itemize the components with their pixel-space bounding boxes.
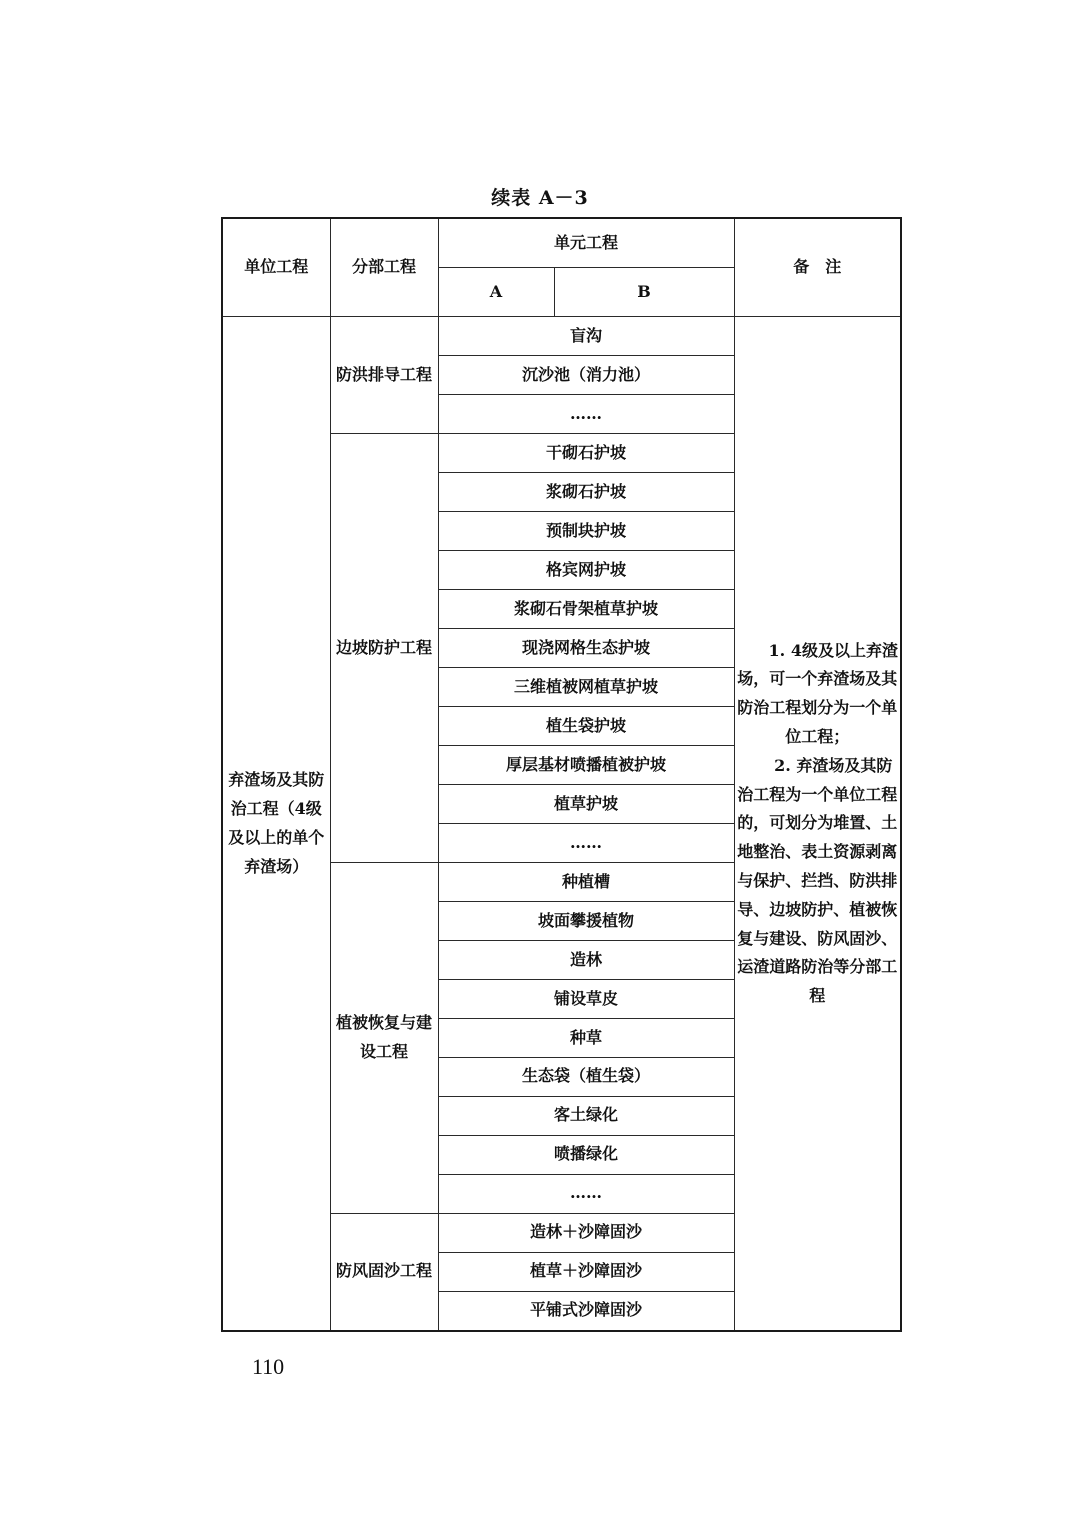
element-project-cell: …… [438, 824, 734, 863]
element-project-cell: 厚层基材喷播植被护坡 [438, 746, 734, 785]
element-project-cell: 生态袋（植生袋） [438, 1057, 734, 1096]
header-remarks: 备 注 [734, 218, 901, 317]
header-division-project: 分部工程 [330, 218, 438, 317]
division-project-cell: 防风固沙工程 [330, 1213, 438, 1331]
element-project-cell: 预制块护坡 [438, 512, 734, 551]
element-project-cell: 干砌石护坡 [438, 434, 734, 473]
remark-note: 1. 4级及以上弃渣场，可一个弃渣场及其防治工程划分为一个单位工程； [737, 640, 898, 746]
table-caption: 续表 A－3 [491, 187, 589, 209]
element-project-cell: 造林＋沙障固沙 [438, 1213, 734, 1252]
element-project-cell: …… [438, 395, 734, 434]
element-project-cell: 植生袋护坡 [438, 707, 734, 746]
header-col-b: B [554, 268, 734, 317]
division-project-cell: 边坡防护工程 [330, 434, 438, 863]
element-project-cell: 种草 [438, 1018, 734, 1057]
element-project-cell: 浆砌石护坡 [438, 473, 734, 512]
page-number: 110 [252, 1354, 285, 1379]
element-project-cell: 三维植被网植草护坡 [438, 668, 734, 707]
element-project-cell: 铺设草皮 [438, 979, 734, 1018]
element-project-cell: 平铺式沙障固沙 [438, 1291, 734, 1331]
element-project-cell: 造林 [438, 940, 734, 979]
element-project-cell: …… [438, 1174, 734, 1213]
element-project-cell: 植草护坡 [438, 785, 734, 824]
header-element-project: 单元工程 [438, 218, 734, 268]
table-row [222, 317, 901, 356]
element-project-cell: 植草＋沙障固沙 [438, 1252, 734, 1291]
element-project-cell: 种植槽 [438, 863, 734, 902]
remark-note: 2. 弃渣场及其防治工程为一个单位工程的，可划分为堆置、土地整治、表土资源剥离与保护、拦挡、防洪排导、边坡防护、植被恢复与建设、防风固沙、运渣道路防治等分部工程 [737, 755, 898, 1006]
unit-project-cell: 弃渣场及其防治工程（4级及以上的单个弃渣场） [222, 317, 330, 1331]
element-project-cell: 喷播绿化 [438, 1135, 734, 1174]
element-project-cell: 格宾网护坡 [438, 551, 734, 590]
element-project-cell: 沉沙池（消力池） [438, 356, 734, 395]
element-project-cell: 浆砌石骨架植草护坡 [438, 590, 734, 629]
division-project-cell: 防洪排导工程 [330, 317, 438, 434]
header-unit-project: 单位工程 [222, 218, 330, 317]
element-project-cell: 现浇网格生态护坡 [438, 629, 734, 668]
header-col-a: A [438, 268, 554, 317]
element-project-cell: 坡面攀援植物 [438, 902, 734, 941]
division-project-cell: 植被恢复与建设工程 [330, 863, 438, 1214]
element-project-cell: 盲沟 [438, 317, 734, 356]
element-project-cell: 客土绿化 [438, 1096, 734, 1135]
unit-division-table [221, 217, 902, 1332]
remarks-cell [734, 317, 901, 1331]
